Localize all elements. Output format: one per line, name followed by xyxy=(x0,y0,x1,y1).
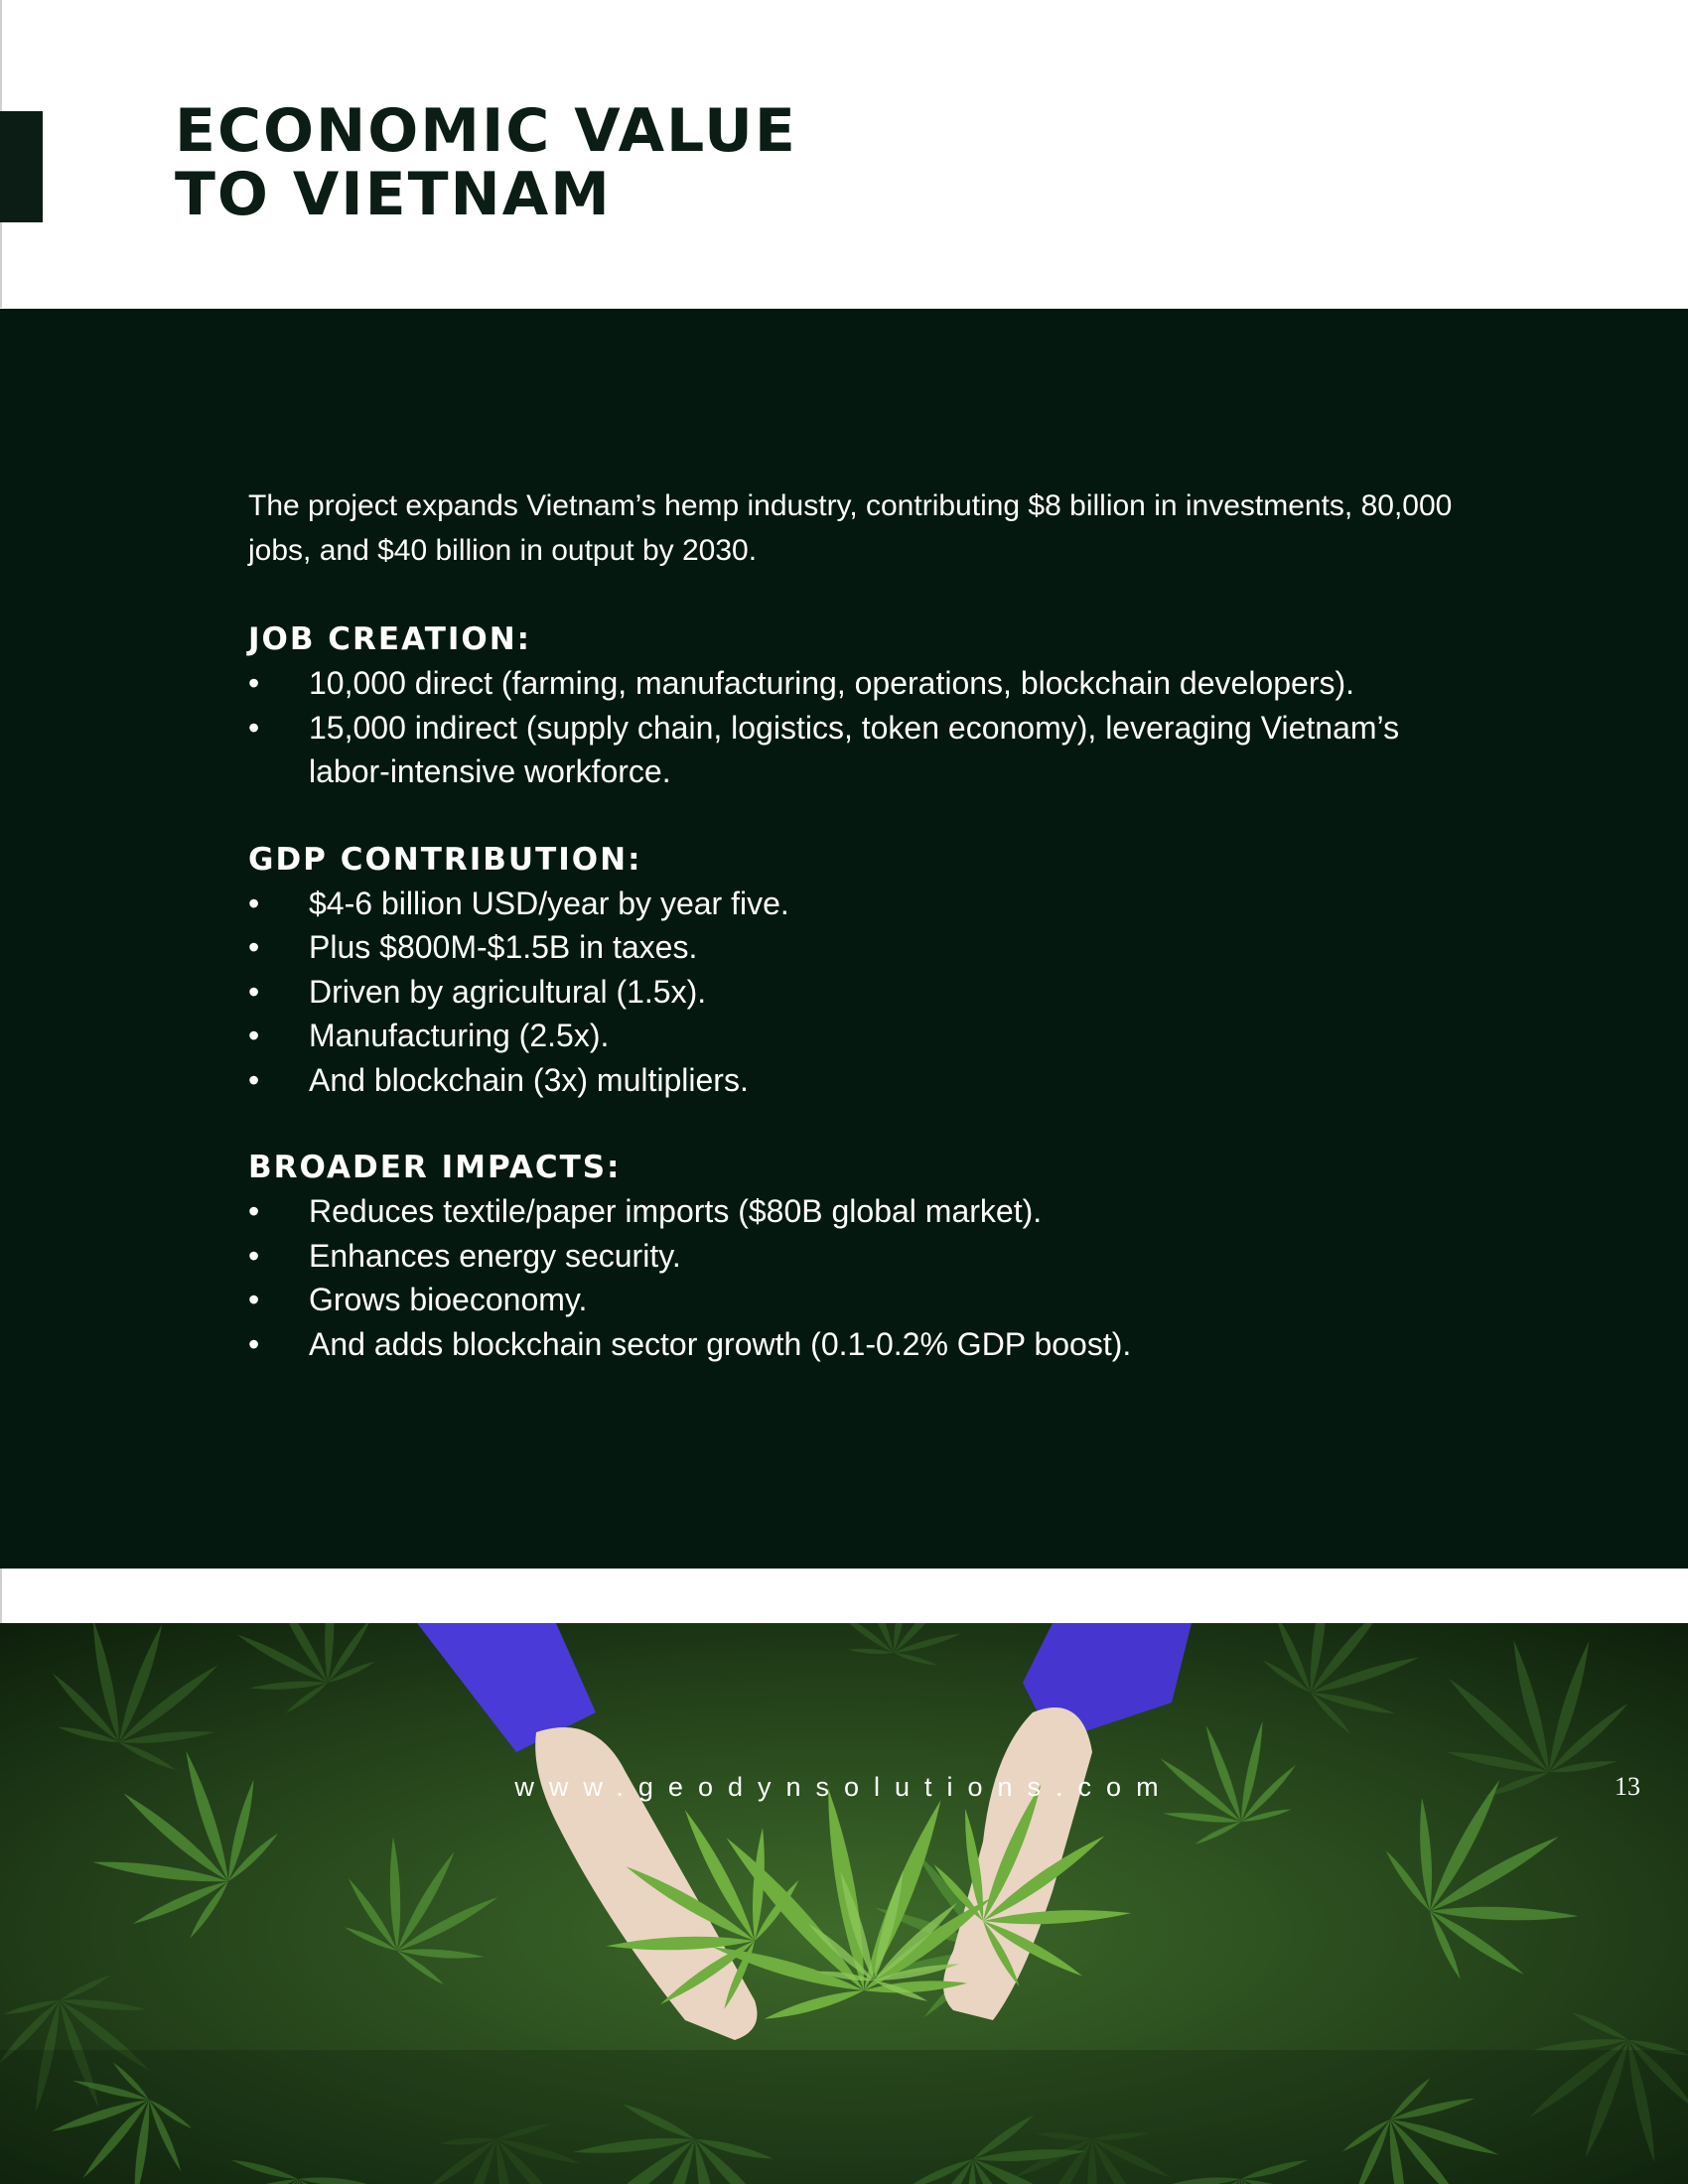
section-heading-job-creation: JOB CREATION: xyxy=(248,621,532,657)
list-item xyxy=(248,925,1479,970)
broader-impacts-list xyxy=(248,1189,1479,1366)
list-item-text: Driven by agricultural (1.5x). xyxy=(309,973,707,1010)
list-item-text: 10,000 direct (farming, manufacturing, operations, blockchain developers). xyxy=(309,665,1355,701)
page-number: 13 xyxy=(1615,1772,1640,1801)
list-item-text: And blockchain (3x) multipliers. xyxy=(309,1061,749,1098)
list-item xyxy=(248,1058,1479,1103)
bullet: • xyxy=(248,1237,260,1274)
list-item xyxy=(248,1014,1479,1058)
list-item-text: Enhances energy security. xyxy=(309,1237,681,1274)
hemp-plants-photo xyxy=(0,1623,1688,2184)
list-item xyxy=(248,661,1479,706)
bullet: • xyxy=(248,1018,260,1053)
list-item xyxy=(248,706,1479,794)
intro-paragraph: The project expands Vietnam’s hemp industry, contributing $8 billion in investments, 80,000 jobs, and $40 billion in output by 2030. xyxy=(248,489,1453,567)
section-heading-broader-impacts: BROADER IMPACTS: xyxy=(248,1150,622,1185)
list-item xyxy=(248,1278,1479,1322)
list-item-text: Manufacturing (2.5x). xyxy=(309,1018,610,1053)
list-item xyxy=(248,970,1479,1015)
page-title xyxy=(175,96,797,229)
list-item-text: Reduces textile/paper imports ($80B global market). xyxy=(309,1193,1043,1229)
bullet: • xyxy=(248,1282,260,1317)
list-item xyxy=(248,1189,1479,1234)
bullet: • xyxy=(248,1325,260,1362)
list-item xyxy=(248,1322,1479,1367)
bullet: • xyxy=(248,1061,260,1098)
list-item-text: $4-6 billion USD/year by year five. xyxy=(309,885,789,921)
list-item-text: 15,000 indirect (supply chain, logistics, token economy), leveraging Vietnam’s labor-intensive workforce. xyxy=(309,709,1400,789)
list-item xyxy=(248,1234,1479,1279)
page-title-line-1: ECONOMIC VALUE xyxy=(175,96,797,166)
list-item-text: Grows bioeconomy. xyxy=(309,1282,588,1317)
list-item xyxy=(248,882,1479,926)
bullet: • xyxy=(248,709,260,746)
bullet: • xyxy=(248,973,260,1010)
list-item-text: Plus $800M-$1.5B in taxes. xyxy=(309,929,698,965)
footer-website-url: www.geodynsolutions.com xyxy=(514,1772,1174,1802)
list-item-text: And adds blockchain sector growth (0.1-0.2% GDP boost). xyxy=(309,1325,1132,1362)
bullet: • xyxy=(248,1193,260,1229)
title-accent-bar xyxy=(0,111,43,222)
section-heading-gdp-contribution: GDP CONTRIBUTION: xyxy=(248,841,642,878)
content-body xyxy=(248,483,1479,1410)
content-panel xyxy=(0,309,1688,1569)
job-creation-list xyxy=(248,661,1479,794)
gdp-contribution-list xyxy=(248,882,1479,1103)
bullet: • xyxy=(248,929,260,965)
page-title-line-2: TO VIETNAM xyxy=(175,160,612,229)
bullet: • xyxy=(248,665,260,701)
page-edge-line xyxy=(0,1569,2,1623)
bullet: • xyxy=(248,885,260,921)
